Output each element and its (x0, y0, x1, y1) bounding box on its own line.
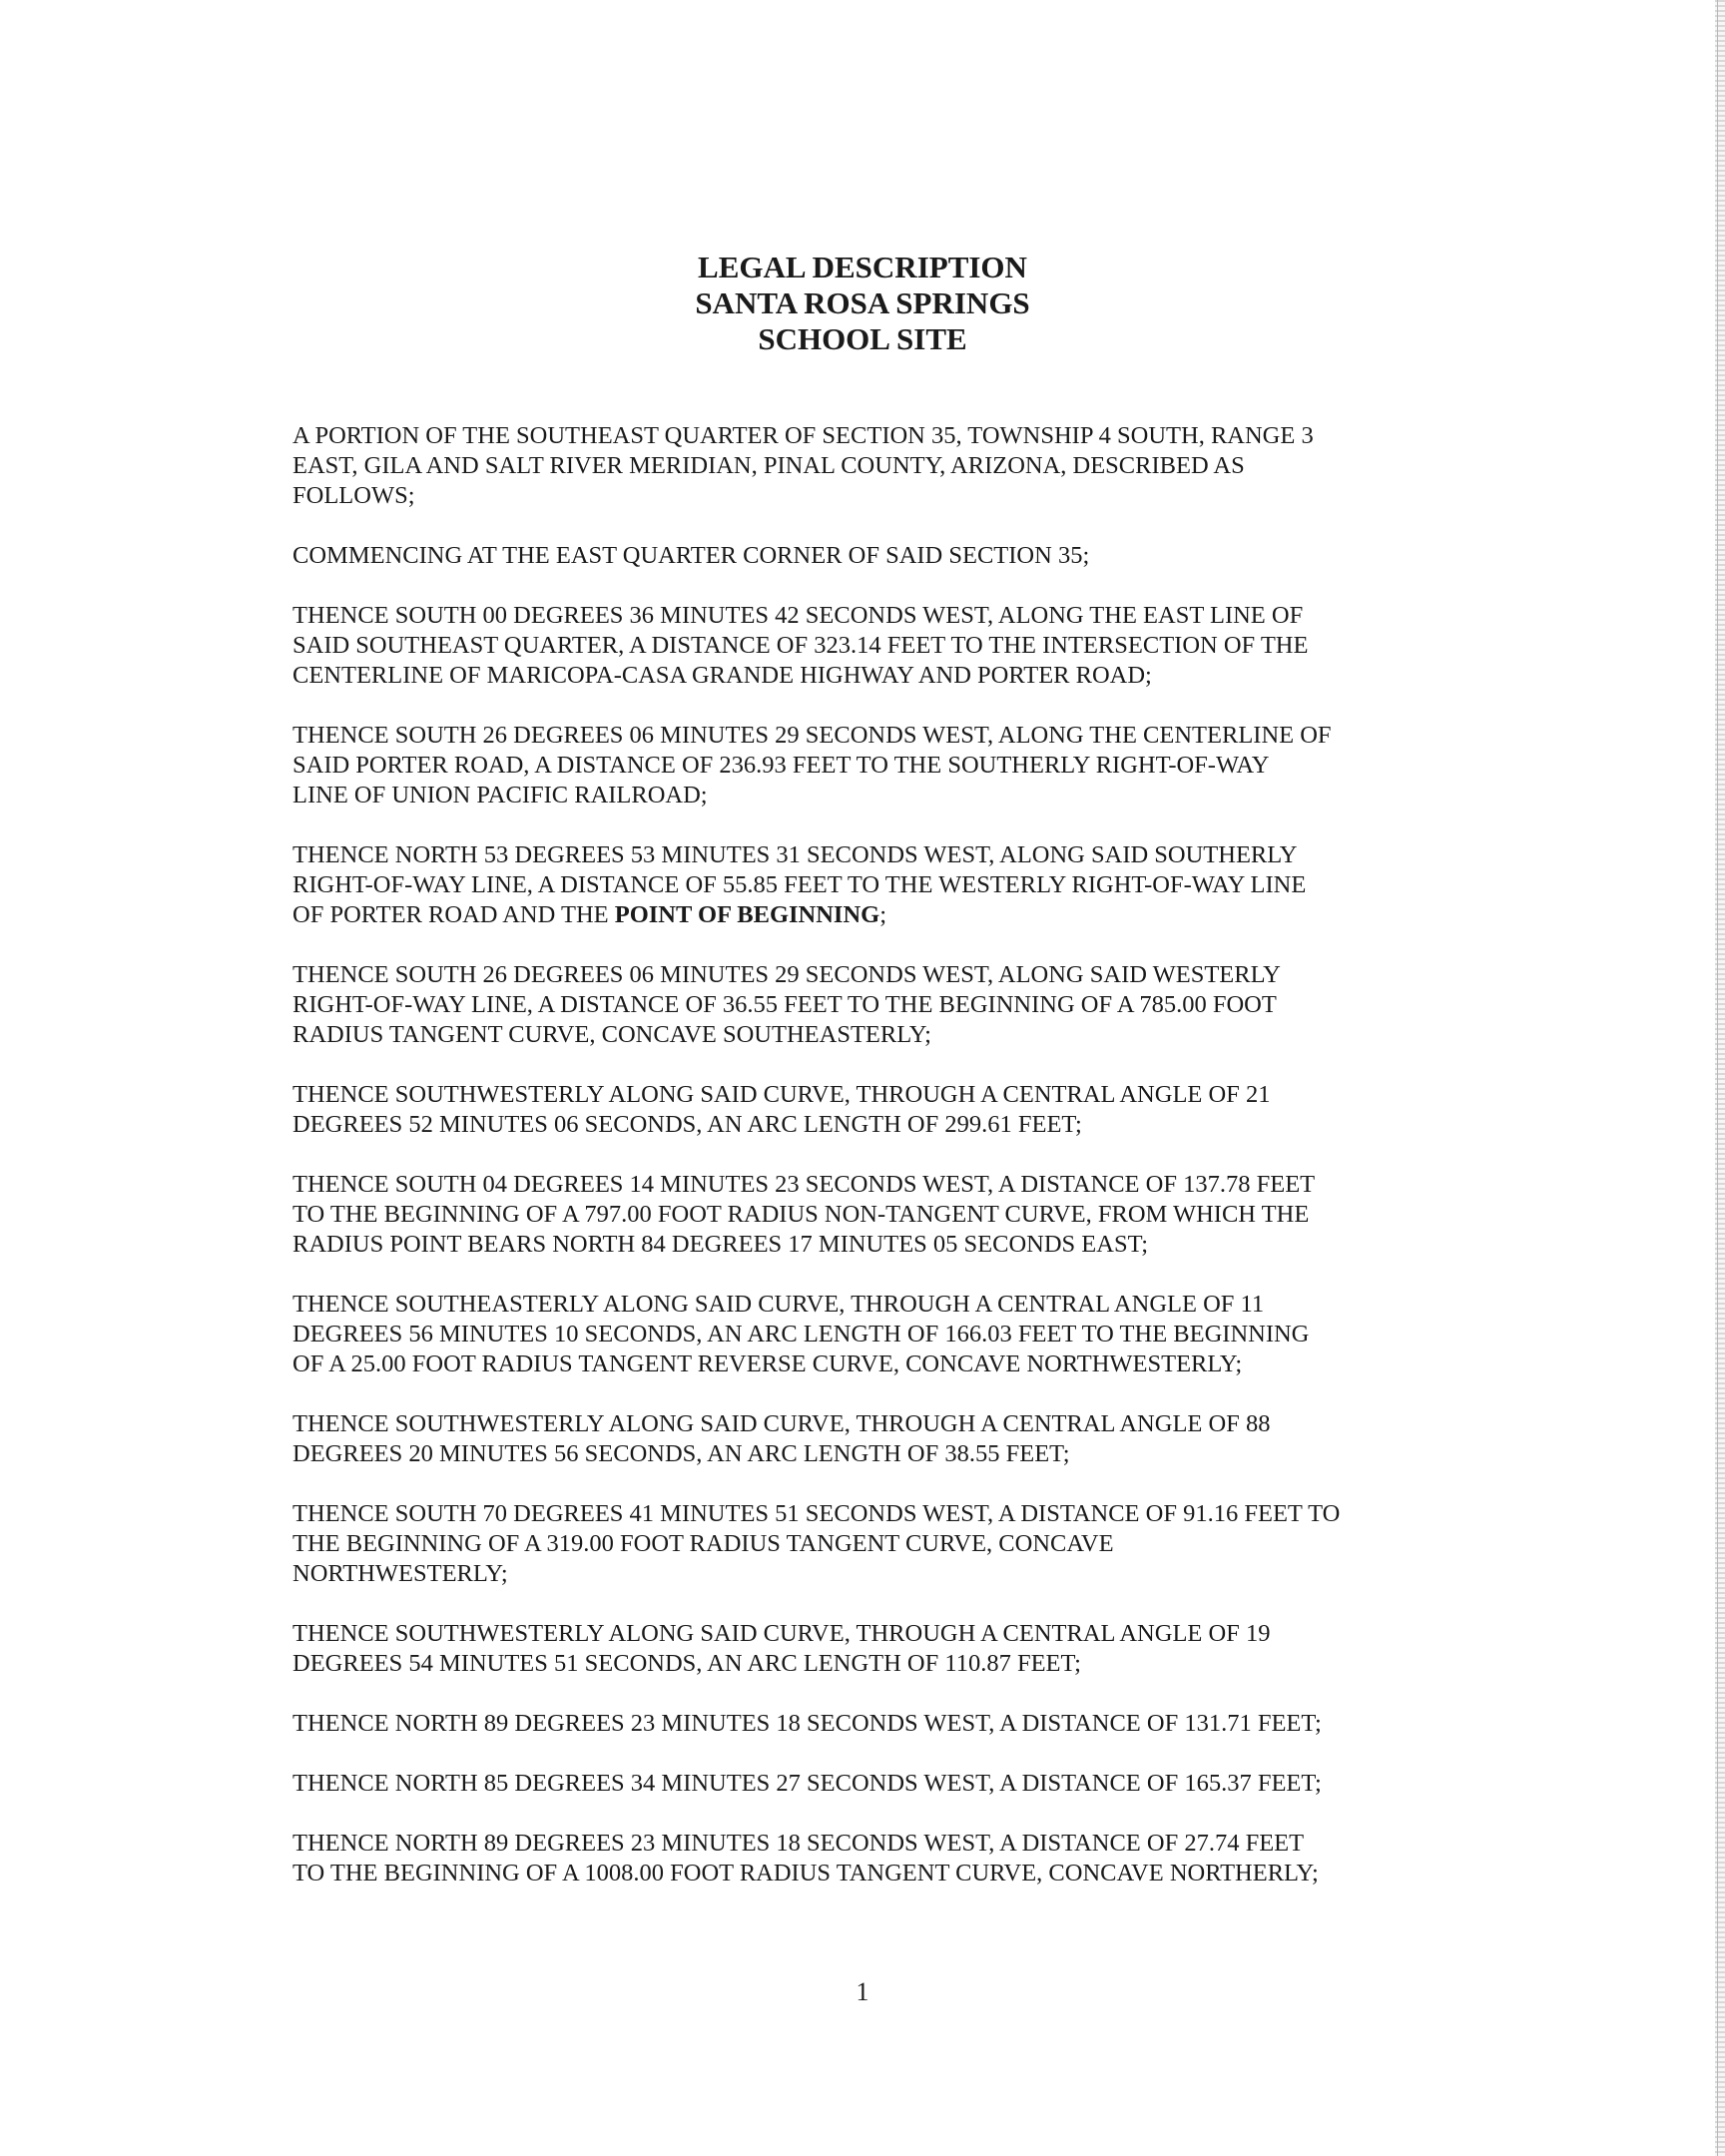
pob-bold-text: POINT OF BEGINNING (614, 901, 880, 928)
paragraph-point-of-beginning (292, 840, 1440, 930)
paragraph-course-7: THENCE SOUTHEASTERLY ALONG SAID CURVE, THROUGH A CENTRAL ANGLE OF 11 DEGREES 56 MINUTES 10 SECONDS, AN ARC LENGTH OF 166.03 FEET TO THE BEGINNING OF A 25.00 FOOT RADIUS TANGENT REVERSE CURVE, CONCAVE NORTHWESTERLY; (292, 1291, 1310, 1377)
document-title (0, 250, 1725, 357)
paragraph-course-4: THENCE SOUTH 26 DEGREES 06 MINUTES 29 SECONDS WEST, ALONG SAID WESTERLY RIGHT-OF-WAY LINE, A DISTANCE OF 36.55 FEET TO THE BEGINNING OF A 785.00 FOOT RADIUS TANGENT CURVE, CONCAVE SOUTHEASTERLY; (292, 961, 1281, 1048)
title-line-2: SANTA ROSA SPRINGS (695, 285, 1030, 320)
paragraph-course-10: THENCE SOUTHWESTERLY ALONG SAID CURVE, THROUGH A CENTRAL ANGLE OF 19 DEGREES 54 MINUTES 51 SECONDS, AN ARC LENGTH OF 110.87 FEET; (292, 1620, 1271, 1677)
paragraph-course-11: THENCE NORTH 89 DEGREES 23 MINUTES 18 SECONDS WEST, A DISTANCE OF 131.71 FEET; (292, 1710, 1322, 1737)
paragraph-course-9: THENCE SOUTH 70 DEGREES 41 MINUTES 51 SECONDS WEST, A DISTANCE OF 91.16 FEET TO THE BEGINNING OF A 319.00 FOOT RADIUS TANGENT CURVE, CONCAVE NORTHWESTERLY; (292, 1500, 1341, 1587)
paragraph-course-8: THENCE SOUTHWESTERLY ALONG SAID CURVE, THROUGH A CENTRAL ANGLE OF 88 DEGREES 20 MINUTES 56 SECONDS, AN ARC LENGTH OF 38.55 FEET; (292, 1410, 1271, 1467)
paragraph-course-1: THENCE SOUTH 00 DEGREES 36 MINUTES 42 SECONDS WEST, ALONG THE EAST LINE OF SAID SOUTHEAST QUARTER, A DISTANCE OF 323.14 FEET TO THE INTERSECTION OF THE CENTERLINE OF MARICOPA-CASA GRANDE HIGHWAY AND PORTER ROAD; (292, 602, 1309, 689)
paragraph-course-12: THENCE NORTH 85 DEGREES 34 MINUTES 27 SECONDS WEST, A DISTANCE OF 165.37 FEET; (292, 1770, 1322, 1797)
paragraph-course-13: THENCE NORTH 89 DEGREES 23 MINUTES 18 SECONDS WEST, A DISTANCE OF 27.74 FEET TO THE BEGINNING OF A 1008.00 FOOT RADIUS TANGENT CURVE, CONCAVE NORTHERLY; (292, 1830, 1319, 1886)
page-number: 1 (856, 1977, 869, 2006)
paragraph-portion: A PORTION OF THE SOUTHEAST QUARTER OF SECTION 35, TOWNSHIP 4 SOUTH, RANGE 3 EAST, GILA AND SALT RIVER MERIDIAN, PINAL COUNTY, ARIZONA, DESCRIBED AS FOLLOWS; (292, 422, 1314, 509)
pob-text-after: ; (879, 901, 887, 928)
paragraph-commencing: COMMENCING AT THE EAST QUARTER CORNER OF SAID SECTION 35; (292, 542, 1090, 569)
legal-description-body (292, 421, 1440, 1918)
pob-text-before: THENCE NORTH 53 DEGREES 53 MINUTES 31 SECONDS WEST, ALONG SAID SOUTHERLY RIGHT-OF-WAY LINE, A DISTANCE OF 55.85 FEET TO THE WESTERLY RIGHT-OF-WAY LINE OF PORTER ROAD AND THE (292, 841, 1307, 928)
paragraph-course-5: THENCE SOUTHWESTERLY ALONG SAID CURVE, THROUGH A CENTRAL ANGLE OF 21 DEGREES 52 MINUTES 06 SECONDS, AN ARC LENGTH OF 299.61 FEET; (292, 1081, 1271, 1138)
title-line-1: LEGAL DESCRIPTION (698, 250, 1027, 284)
title-line-3: SCHOOL SITE (758, 321, 967, 356)
paragraph-course-6: THENCE SOUTH 04 DEGREES 14 MINUTES 23 SECONDS WEST, A DISTANCE OF 137.78 FEET TO THE BEGINNING OF A 797.00 FOOT RADIUS NON-TANGENT CURVE, FROM WHICH THE RADIUS POINT BEARS NORTH 84 DEGREES 17 MINUTES 05 SECONDS EAST; (292, 1171, 1316, 1258)
paragraph-course-2: THENCE SOUTH 26 DEGREES 06 MINUTES 29 SECONDS WEST, ALONG THE CENTERLINE OF SAID PORTER ROAD, A DISTANCE OF 236.93 FEET TO THE SOUTHERLY RIGHT-OF-WAY LINE OF UNION PACIFIC RAILROAD; (292, 722, 1332, 808)
